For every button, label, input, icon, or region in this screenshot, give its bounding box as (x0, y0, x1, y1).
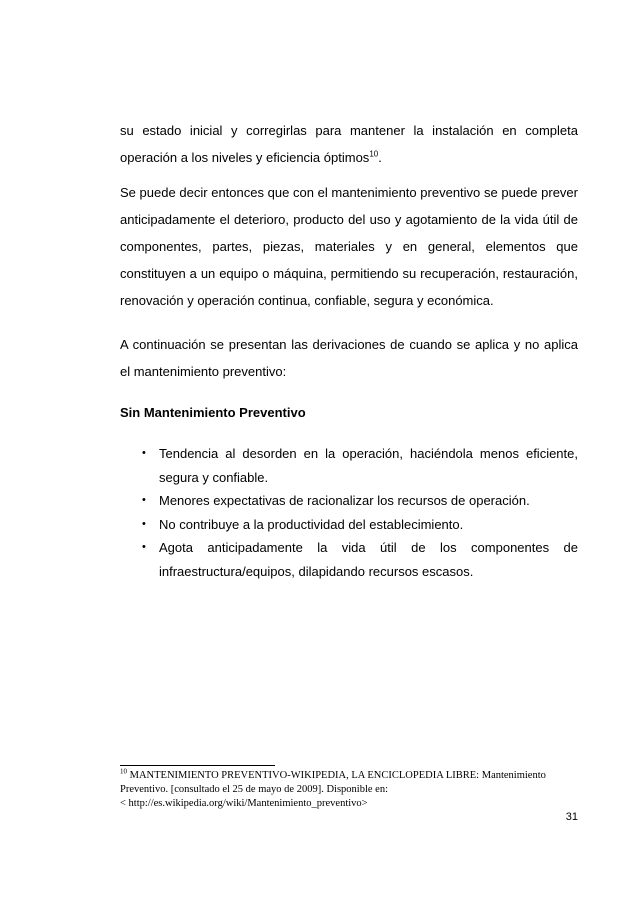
page-number: 31 (565, 811, 578, 823)
footnote-reference[interactable]: 10 (369, 149, 379, 159)
bullet-icon: • (142, 517, 146, 530)
footnote-text: MANTENIMIENTO PREVENTIVO-WIKIPEDIA, LA ENCICLOPEDIA LIBRE: Mantenimiento Preventivo. [consultado el 25 de mayo de 2009]. Disponible en: (120, 770, 546, 795)
bullet-list (120, 442, 578, 583)
footnote (120, 769, 580, 811)
list-item-text: Agota anticipadamente la vida útil de los componentes de infraestructura/equipos, dilapidando recursos escasos. (159, 540, 578, 579)
footnote-divider (120, 765, 275, 766)
footnote-url[interactable]: < http://es.wikipedia.org/wiki/Mantenimiento_preventivo> (120, 798, 368, 809)
section-heading: Sin Mantenimiento Preventivo (120, 405, 306, 420)
list-item (120, 489, 578, 513)
list-item (120, 442, 578, 489)
bullet-icon: • (142, 447, 146, 459)
paragraph-text: su estado inicial y corregirlas para mantener la instalación en completa operación a los niveles y eficiencia óptimos (120, 123, 578, 165)
bullet-icon: • (142, 494, 146, 506)
footnote-number: 10 (120, 767, 127, 776)
list-item (120, 536, 578, 583)
paragraph-derivations-intro: A continuación se presentan las derivaciones de cuando se aplica y no aplica el mantenimiento preventivo: (120, 337, 578, 379)
bullet-icon: • (142, 541, 146, 553)
list-item (120, 513, 578, 537)
list-item-text: Menores expectativas de racionalizar los recursos de operación. (159, 493, 530, 508)
list-item-text: No contribuye a la productividad del establecimiento. (159, 516, 464, 532)
paragraph-end: . (378, 150, 382, 165)
paragraph-preventive-maintenance: Se puede decir entonces que con el mantenimiento preventivo se puede prever anticipadamente el deterioro, producto del uso y agotamiento de la vida útil de componentes, partes, piezas, materiales y en general, elementos que constituyen a un equipo o máquina, permitiendo su recuperación, restauración, renovación y operación continua, confiable, segura y económica. (120, 185, 578, 308)
paragraph-continuation (120, 117, 578, 171)
list-item-text: Tendencia al desorden en la operación, haciéndola menos eficiente, segura y confiable. (159, 446, 578, 485)
